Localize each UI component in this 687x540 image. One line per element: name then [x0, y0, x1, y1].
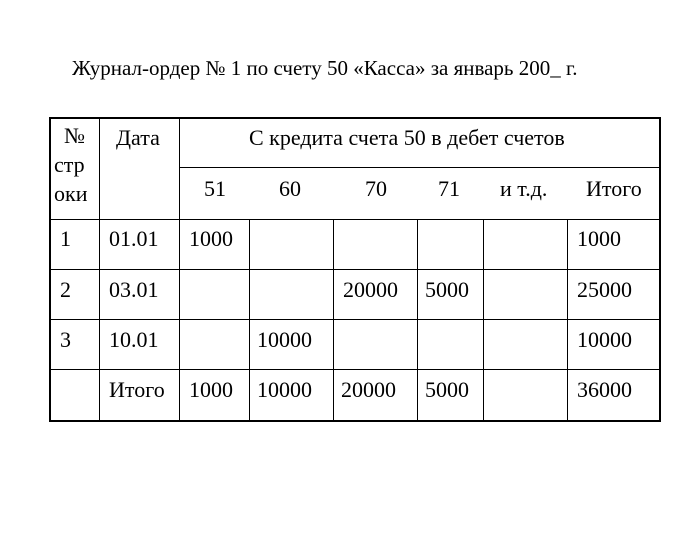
col-divider-70-71	[417, 220, 418, 422]
row-divider-group-header	[179, 167, 661, 168]
row-divider-3	[51, 369, 661, 370]
header-num-line-1: №	[64, 123, 85, 148]
header-account-70: 70	[365, 176, 387, 201]
col-divider-date-51	[179, 119, 180, 422]
totals-total: 36000	[577, 377, 632, 402]
row-3-num: 3	[60, 327, 71, 352]
header-account-60: 60	[279, 176, 301, 201]
header-account-51: 51	[204, 176, 226, 201]
row-2-num: 2	[60, 277, 71, 302]
row-1-date: 01.01	[109, 226, 159, 251]
header-num-line-3: оки	[54, 181, 88, 206]
totals-51: 1000	[189, 377, 233, 402]
totals-60: 10000	[257, 377, 312, 402]
row-divider-2	[51, 319, 661, 320]
col-divider-num-date-top	[99, 119, 100, 220]
row-divider-1	[51, 269, 661, 270]
header-num-line-2: стр	[54, 152, 85, 177]
col-divider-71-etc	[483, 220, 484, 422]
row-2-date: 03.01	[109, 277, 159, 302]
header-credit-group: С кредита счета 50 в дебет счетов	[249, 125, 565, 150]
totals-70: 20000	[341, 377, 396, 402]
row-1-num: 1	[60, 226, 71, 251]
row-2-70: 20000	[343, 277, 398, 302]
row-2-total: 25000	[577, 277, 632, 302]
row-1-51: 1000	[189, 226, 233, 251]
row-3-date: 10.01	[109, 327, 159, 352]
col-divider-60-70	[333, 220, 334, 422]
header-account-total: Итого	[586, 176, 642, 201]
journal-order-table	[49, 117, 661, 422]
row-3-total: 10000	[577, 327, 632, 352]
row-divider-header	[51, 219, 661, 220]
header-account-etc: и т.д.	[500, 176, 548, 201]
col-divider-etc-total	[567, 220, 568, 422]
document-title: Журнал-ордер № 1 по счету 50 «Касса» за январь 200_ г.	[72, 56, 578, 80]
header-date: Дата	[116, 125, 160, 150]
row-3-60: 10000	[257, 327, 312, 352]
totals-label: Итого	[109, 377, 165, 402]
header-account-71: 71	[438, 176, 460, 201]
col-divider-51-60	[249, 220, 250, 422]
row-1-total: 1000	[577, 226, 621, 251]
row-2-71: 5000	[425, 277, 469, 302]
totals-71: 5000	[425, 377, 469, 402]
